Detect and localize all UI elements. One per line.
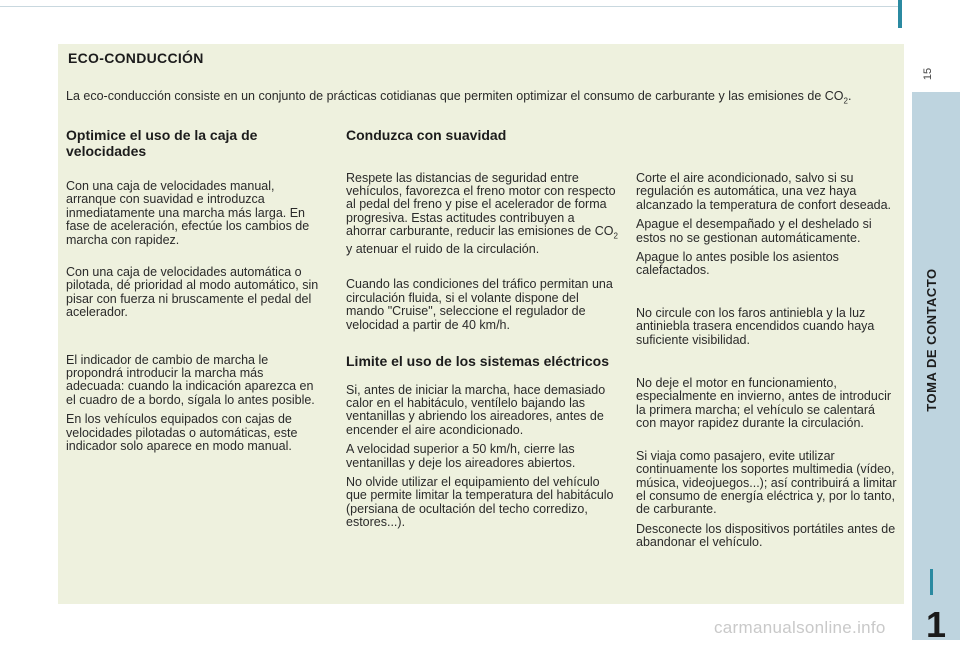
paragraph: En los vehículos equipados con cajas de velocidades pilotadas o automáticas, este indicador solo aparece en modo manual. — [66, 412, 298, 454]
paragraph: El indicador de cambio de marcha le propondrá introducir la marcha más adecuada: cuando la indicación aparezca en el cuadro de a bordo, sígala lo antes posible. — [66, 352, 315, 407]
top-rule — [0, 0, 898, 7]
column-3 — [636, 172, 898, 556]
chapter-sidebar — [912, 92, 960, 645]
paragraph — [346, 172, 618, 257]
page-number: 15 — [922, 67, 934, 81]
paragraph: Corte el aire acondicionado, salvo si su regulación es automática, una vez haya alcanzado la temperatura de confort deseada. — [636, 171, 892, 212]
chapter-marker — [930, 569, 933, 595]
paragraph: Si, antes de iniciar la marcha, hace demasiado calor en el habitáculo, ventílelo bajando las ventanillas y abriendo los aireadores, antes de encender el aire acondicionado. — [346, 382, 606, 437]
page-title: ECO-CONDUCCIÓN — [68, 50, 204, 66]
section-heading-smooth-driving: Conduzca con suavidad — [346, 127, 507, 143]
paragraph-text: y atenuar el ruido de la circulación. — [346, 242, 540, 257]
paragraph: Si viaja como pasajero, evite utilizar continuamente los soportes multimedia (vídeo, música, videojuegos...); así contribuirá a limitar el consumo de energía eléctrica y, por lo tanto, de carburante. — [636, 448, 897, 517]
intro-end: . — [847, 89, 852, 103]
chapter-title: TOMA DE CONTACTO — [924, 268, 939, 412]
paragraph: A velocidad superior a 50 km/h, cierre las ventanillas y deje los aireadores abiertos. — [346, 442, 576, 470]
paragraph: Cuando las condiciones del tráfico permitan una circulación fluida, si el volante dispone del mando "Cruise", seleccione el regulador de velocidad a partir de 40 km/h. — [346, 277, 613, 332]
paragraph: Apague lo antes posible los asientos calefactados. — [636, 250, 839, 278]
subscript: 2 — [613, 231, 618, 241]
paragraph: No deje el motor en funcionamiento, especialmente en invierno, antes de introducir la primera marcha; el vehículo se calentará con mayor rapidez durante la circulación. — [636, 376, 892, 431]
intro-subscript: 2 — [843, 96, 848, 106]
paragraph: Desconecte los dispositivos portátiles antes de abandonar el vehículo. — [636, 521, 896, 550]
intro-text: La eco-conducción consiste en un conjunto de prácticas cotidianas que permiten optimizar el consumo de carburante y las emisiones de CO — [66, 89, 844, 103]
paragraph: No circule con los faros antiniebla y la luz antiniebla trasera encendidos cuando haya suficiente visibilidad. — [636, 305, 875, 347]
tab-marker — [898, 0, 902, 28]
column-2 — [346, 128, 618, 536]
paragraph: Apague el desempañado y el deshelado si estos no se gestionan automáticamente. — [636, 217, 872, 245]
chapter-number: 1 — [925, 604, 947, 645]
paragraph: Con una caja de velocidades automática o pilotada, dé prioridad al modo automático, sin pisar con fuerza ni bruscamente el pedal del acelerador. — [66, 265, 319, 320]
paragraph: No olvide utilizar el equipamiento del vehículo que permite limitar la temperatura del habitáculo (persiana de ocultación del techo corredizo, estores...). — [346, 475, 614, 530]
paragraph: Con una caja de velocidades manual, arranque con suavidad e introduzca inmediatamente una marcha más larga. En fase de aceleración, efectúe los cambios de marcha con rapidez. — [66, 179, 310, 247]
section-heading-electrical: Limite el uso de los sistemas eléctricos — [346, 353, 609, 370]
watermark: carmanualsonline.info — [714, 618, 886, 637]
section-heading-gearbox: Optimice el uso de la caja de velocidades — [66, 127, 258, 159]
column-1 — [66, 128, 321, 460]
paragraph-text: Respete las distancias de seguridad entre vehículos, favorezca el freno motor con respecto al pedal del freno y pise el acelerador de forma progresiva. Estas actitudes contribuyen a ahorrar carburante, reducir las emisiones de CO — [346, 170, 616, 239]
intro-paragraph — [66, 89, 896, 109]
